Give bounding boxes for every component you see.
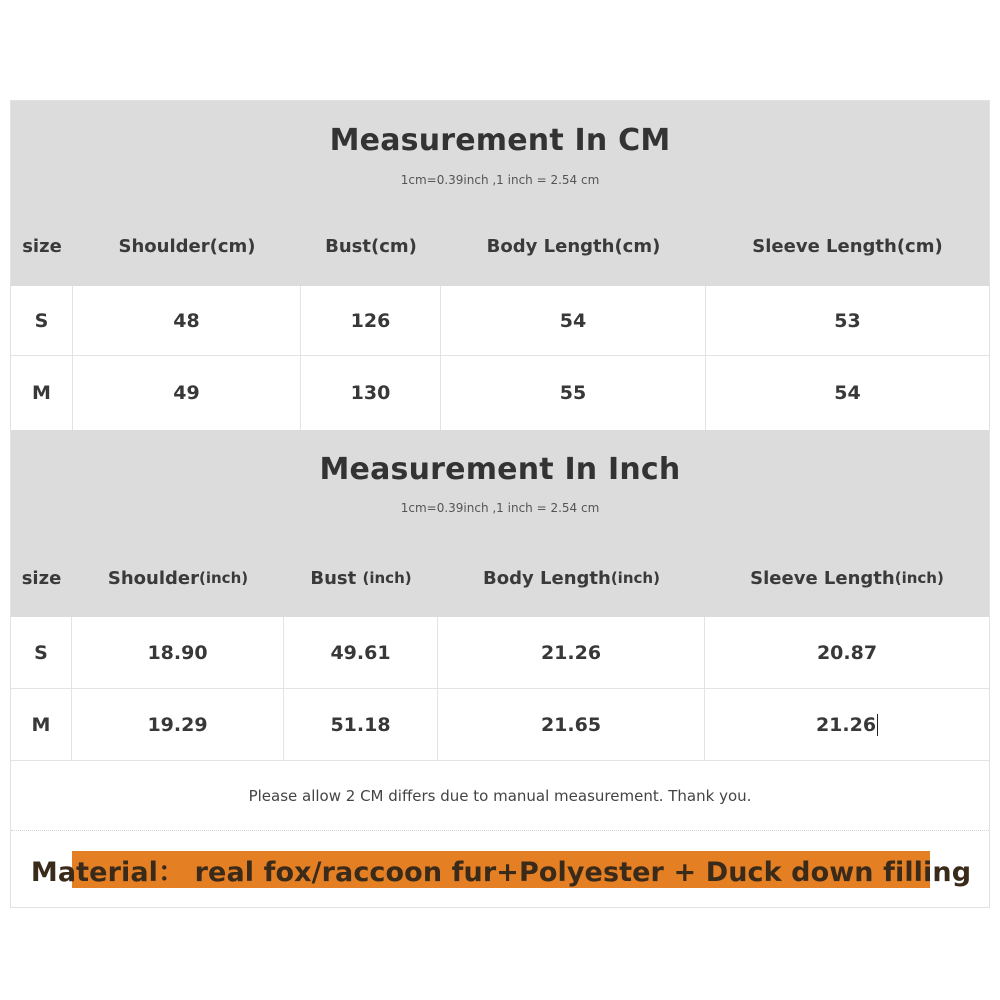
body-length-cell: 21.26	[438, 617, 705, 688]
material-row	[11, 831, 989, 908]
column-header-size: size	[22, 235, 62, 257]
inch-table-title: Measurement In Inch	[319, 452, 681, 487]
column-header-sleeve-length: Sleeve Length(cm)	[752, 235, 943, 257]
size-chart	[10, 100, 990, 908]
column-header-shoulder: Shoulder(cm)	[118, 235, 256, 257]
cm-table-conversion-note: 1cm=0.39inch ,1 inch = 2.54 cm	[400, 173, 600, 187]
measurement-tolerance-note: Please allow 2 CM differs due to manual measurement. Thank you.	[11, 761, 989, 831]
column-header-shoulder: Shoulder (inch)	[107, 567, 249, 589]
inch-table-header	[11, 430, 989, 617]
size-cell: M	[11, 689, 72, 760]
body-length-cell: 55	[441, 356, 706, 430]
material-highlight: Material： real fox/raccoon fur+Polyester + Duck down filling	[72, 851, 930, 888]
column-header-bust: Bust (inch)	[310, 567, 412, 589]
body-length-cell: 54	[441, 286, 706, 355]
bust-cell: 126	[301, 286, 441, 355]
sleeve-length-cell: 54	[834, 382, 861, 404]
column-header-sleeve-length: Sleeve Length (inch)	[750, 567, 944, 589]
sleeve-length-cell: 20.87	[816, 641, 878, 664]
shoulder-cell: 49	[73, 356, 301, 430]
size-cell: M	[11, 356, 73, 430]
table-row	[11, 617, 989, 689]
cm-table-header	[11, 101, 989, 286]
cm-table-title: Measurement In CM	[329, 123, 671, 158]
shoulder-cell: 48	[73, 286, 301, 355]
bust-cell: 51.18	[284, 689, 438, 760]
column-header-bust: Bust(cm)	[325, 235, 417, 257]
table-row	[11, 356, 989, 430]
shoulder-cell: 19.29	[72, 689, 284, 760]
table-row	[11, 286, 989, 356]
shoulder-cell: 18.90	[72, 617, 284, 688]
size-cell: S	[11, 286, 73, 355]
column-header-size: size	[21, 567, 62, 589]
table-row	[11, 689, 989, 761]
inch-table-conversion-note: 1cm=0.39inch ,1 inch = 2.54 cm	[400, 501, 600, 515]
size-cell: S	[11, 617, 72, 688]
sleeve-length-cell: 21.26	[815, 713, 877, 736]
column-header-body-length: Body Length (inch)	[483, 567, 660, 589]
sleeve-length-cell: 53	[834, 309, 861, 332]
bust-cell: 49.61	[284, 617, 438, 688]
bust-cell: 130	[301, 356, 441, 430]
text-cursor	[877, 714, 878, 736]
body-length-cell: 21.65	[438, 689, 705, 760]
column-header-body-length: Body Length(cm)	[486, 235, 661, 257]
